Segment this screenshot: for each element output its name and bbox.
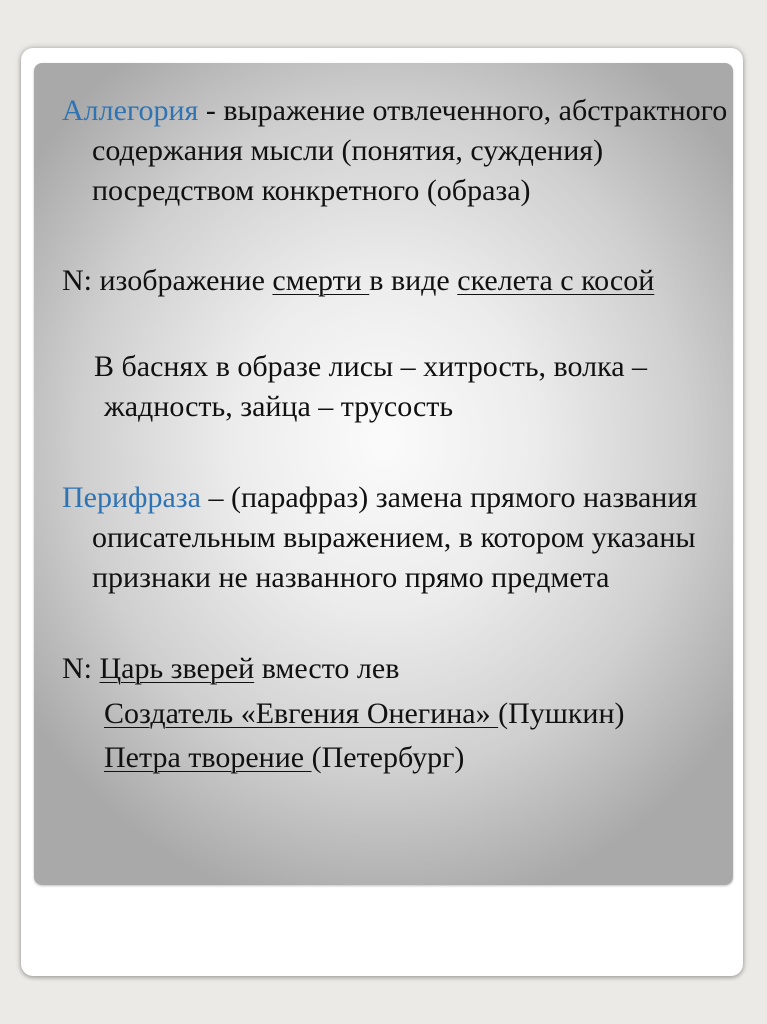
example-underlined-death: смерти xyxy=(272,264,370,297)
periphrasis-prefix: N: xyxy=(62,652,100,685)
allegory-definition xyxy=(62,91,732,211)
periphrasis-example-1 xyxy=(62,649,702,689)
periphrasis-example-2 xyxy=(62,694,744,734)
example-text-2: в виде xyxy=(369,264,458,297)
periphrasis-underlined-2: Создатель «Евгения Онегина» xyxy=(104,697,499,730)
periphrasis-definition xyxy=(62,478,732,598)
fables-text: В баснях в образе лисы – хитрость, волка – жадность, зайца – трусость xyxy=(94,350,648,423)
periphrasis-term: Перифраза xyxy=(62,481,201,514)
allegory-term: Аллегория xyxy=(62,94,199,127)
periphrasis-underlined-1: Царь зверей xyxy=(99,652,255,685)
fables-example xyxy=(62,347,744,427)
periphrasis-definition-text: – (парафраз) замена прямого названия описательным выражением, в котором указаны признаки не названного прямо предмета xyxy=(92,481,698,594)
periphrasis-underlined-3: Петра творение xyxy=(104,741,312,774)
periphrasis-rest-1: вместо лев xyxy=(254,652,400,685)
example-underlined-skeleton: скелета с косой xyxy=(457,264,655,297)
periphrasis-rest-2: (Пушкин) xyxy=(498,697,625,730)
allegory-example xyxy=(62,261,732,301)
periphrasis-rest-3: (Петербург) xyxy=(311,741,465,774)
example-text-1: изображение xyxy=(99,264,273,297)
allegory-definition-text: - выражение отвлеченного, абстрактного содержания мысли (понятия, суждения) посредством конкретного (образа) xyxy=(92,94,728,207)
example-prefix: N: xyxy=(62,264,100,297)
periphrasis-example-3 xyxy=(62,738,744,778)
